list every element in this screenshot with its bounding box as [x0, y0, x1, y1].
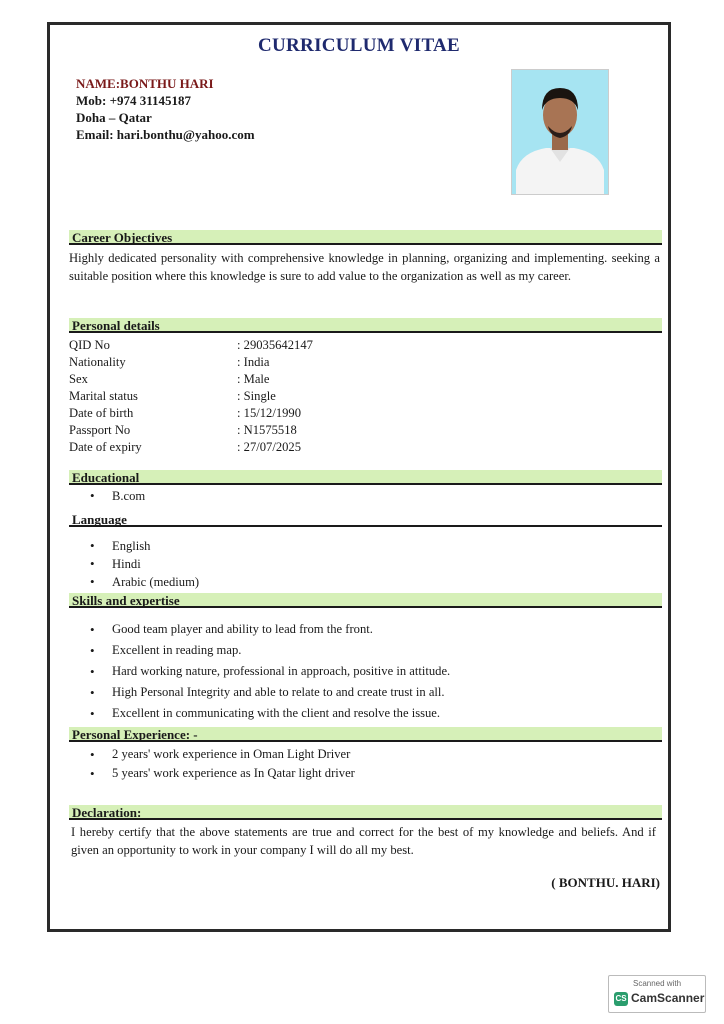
- section-heading-education: [69, 470, 662, 485]
- declaration-heading: Declaration:: [72, 805, 142, 820]
- personal-heading: Personal details: [72, 318, 160, 333]
- career-text: Highly dedicated personality with comprehensive knowledge in planning, organizing and implementing. seeking a suitable position where this knowledge is sure to add value to the organization as well as my career.: [69, 251, 660, 283]
- list-item: • Arabic (medium): [90, 573, 199, 591]
- section-heading-declaration: [69, 805, 662, 820]
- detail-row: Date of expiry : 27/07/2025: [69, 440, 302, 454]
- section-heading-language: [69, 512, 662, 527]
- section-heading-skills: [69, 593, 662, 608]
- career-heading: Career Objectives: [72, 230, 173, 245]
- detail-row: Marital status : Single: [69, 389, 276, 403]
- contact-block: [76, 75, 255, 143]
- experience-heading: Personal Experience: -: [72, 727, 198, 742]
- list-item: • B.com: [90, 487, 145, 505]
- contact-mobile: Mob: +974 31145187: [76, 93, 192, 108]
- list-item: • Good team player and ability to lead from the front.: [90, 619, 450, 640]
- detail-row: Passport No : N1575518: [69, 423, 297, 437]
- detail-row: Sex : Male: [69, 372, 270, 386]
- language-list: [90, 537, 199, 591]
- skills-heading: Skills and expertise: [72, 593, 180, 608]
- declaration-text: I hereby certify that the above statements are true and correct for the best of my knowledge and beliefs. And if given an opportunity to work in your company I will do all my best.: [71, 825, 656, 857]
- list-item: • Hindi: [90, 555, 199, 573]
- detail-row: Nationality : India: [69, 355, 270, 369]
- list-item: • Hard working nature, professional in approach, positive in attitude.: [90, 661, 450, 682]
- contact-location: Doha – Qatar: [76, 110, 152, 125]
- detail-row: Date of birth : 15/12/1990: [69, 406, 302, 420]
- resume-page: [47, 22, 671, 932]
- contact-email: Email: hari.bonthu@yahoo.com: [76, 127, 255, 142]
- camscanner-badge: [608, 975, 706, 1013]
- list-item: • Excellent in communicating with the client and resolve the issue.: [90, 703, 450, 724]
- section-heading-career: [69, 230, 662, 245]
- list-item: • 5 years' work experience as In Qatar light driver: [90, 764, 355, 783]
- page-title: CURRICULUM VITAE: [257, 35, 461, 56]
- education-heading: Educational: [72, 470, 140, 485]
- camscanner-logo-icon: CS: [614, 992, 628, 1006]
- scanner-caption: Scanned with: [632, 979, 682, 988]
- list-item: • 2 years' work experience in Oman Light Driver: [90, 745, 355, 764]
- education-list: [90, 487, 145, 505]
- signature: ( BONTHU. HARI): [551, 875, 660, 890]
- personal-details-table: [69, 337, 313, 456]
- section-heading-experience: [69, 727, 662, 742]
- section-heading-personal: [69, 318, 662, 333]
- skills-list: [90, 619, 450, 724]
- detail-row: QID No : 29035642147: [69, 338, 313, 352]
- list-item: • English: [90, 537, 199, 555]
- experience-list: [90, 745, 355, 783]
- contact-name: NAME:BONTHU HARI: [76, 76, 214, 91]
- list-item: • High Personal Integrity and able to relate to and create trust in all.: [90, 682, 450, 703]
- language-heading: Language: [72, 512, 127, 527]
- profile-photo: [511, 69, 609, 195]
- scanner-brand: CamScanner: [631, 991, 705, 1005]
- list-item: • Excellent in reading map.: [90, 640, 450, 661]
